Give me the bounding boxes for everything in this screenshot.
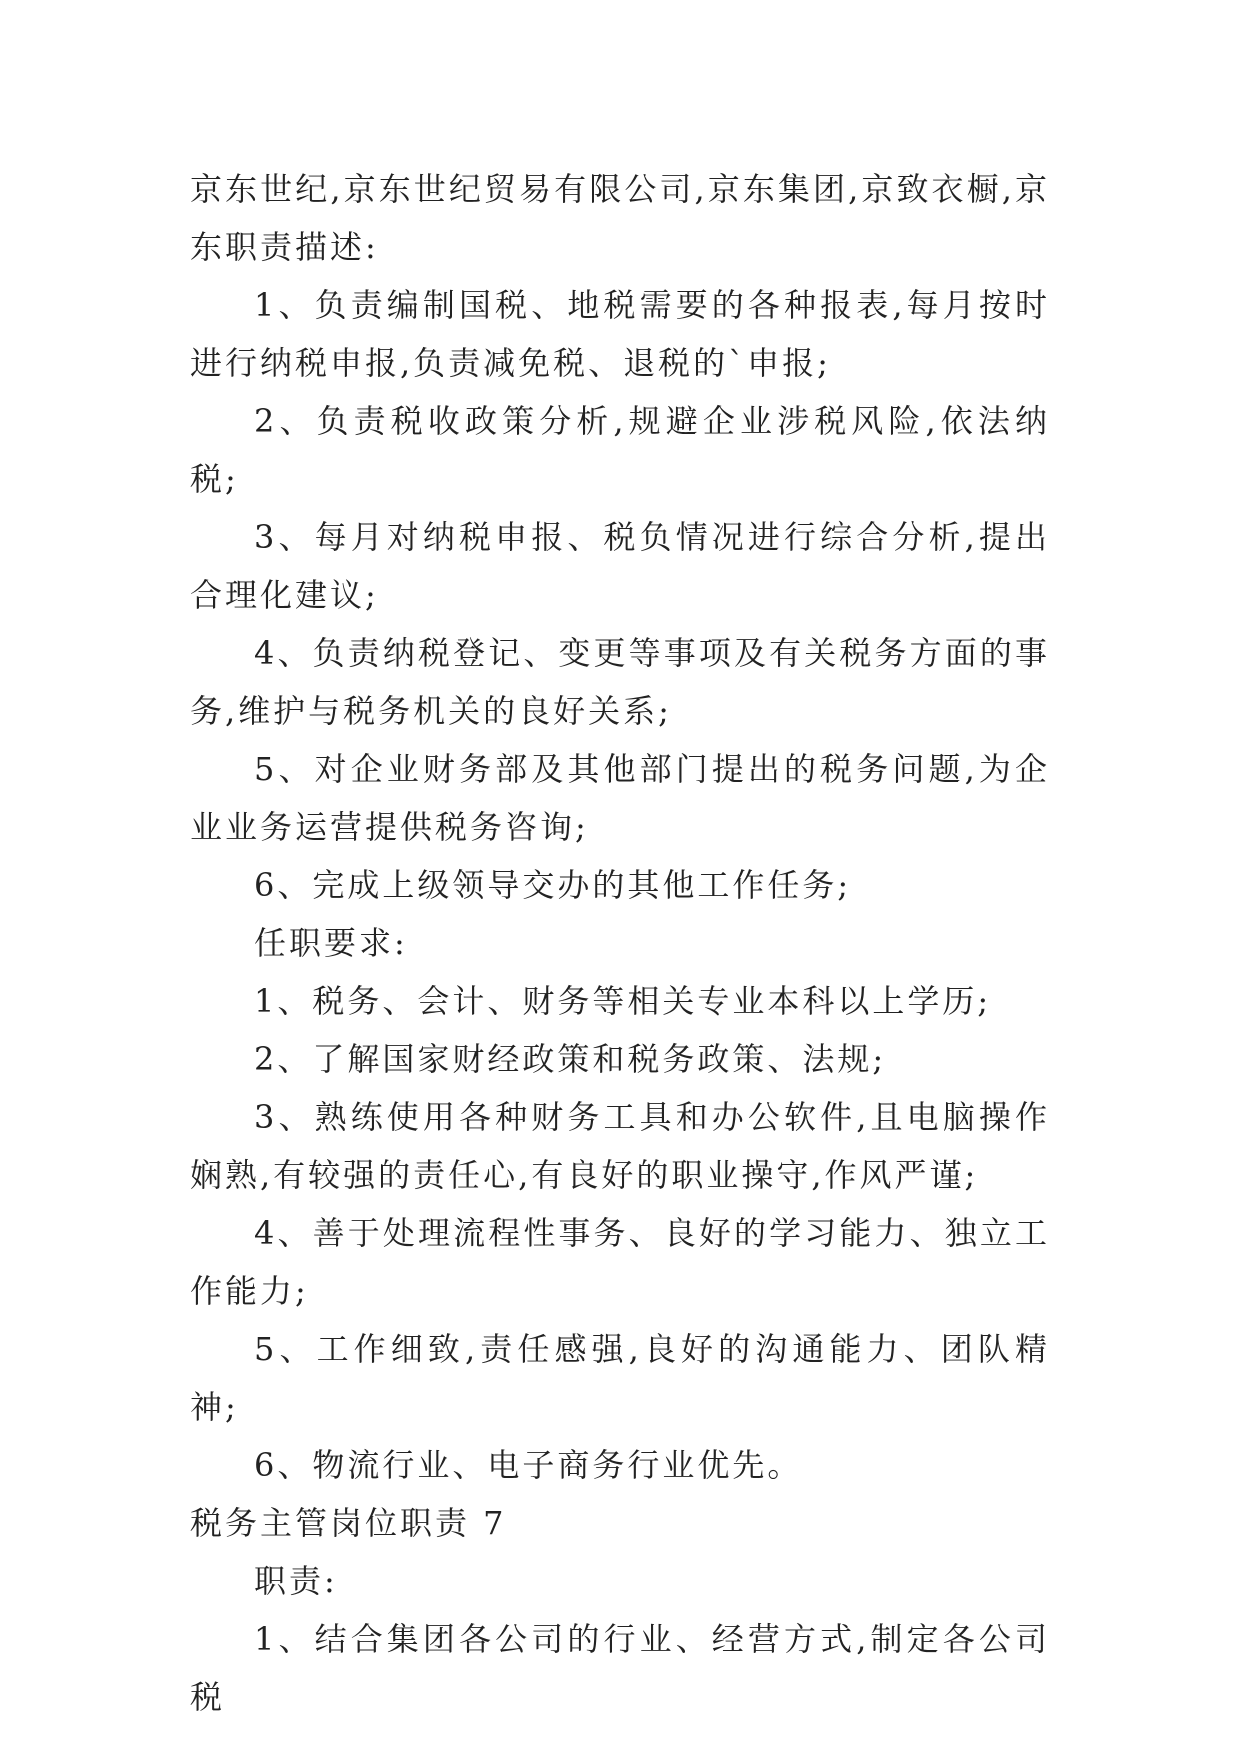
intro-paragraph: 京东世纪,京东世纪贸易有限公司,京东集团,京致衣橱,京东职责描述: — [190, 170, 1050, 266]
requirement-item-6: 6、物流行业、电子商务行业优先。 — [254, 1446, 803, 1484]
duty-item-6: 6、完成上级领导交办的其他工作任务; — [254, 866, 852, 904]
requirement-item-1: 1、税务、会计、财务等相关专业本科以上学历; — [254, 982, 992, 1020]
requirement-item-3: 3、熟练使用各种财务工具和办公软件,且电脑操作娴熟,有较强的责任心,有良好的职业操守,作风严谨; — [190, 1098, 1050, 1194]
requirement-item-2: 2、了解国家财经政策和税务政策、法规; — [254, 1040, 887, 1078]
duties-heading: 职责: — [254, 1562, 338, 1600]
document-body — [190, 160, 1050, 1726]
requirements-heading: 任职要求: — [254, 924, 408, 962]
duty-item-5: 5、对企业财务部及其他部门提出的税务问题,为企业业务运营提供税务咨询; — [190, 750, 1050, 846]
duty-item-2: 2、负责税收政策分析,规避企业涉税风险,依法纳税; — [190, 402, 1050, 498]
requirement-item-4: 4、善于处理流程性事务、良好的学习能力、独立工作能力; — [190, 1214, 1050, 1310]
section7-duty-item-1: 1、结合集团各公司的行业、经营方式,制定各公司税 — [190, 1620, 1050, 1716]
duty-item-3: 3、每月对纳税申报、税负情况进行综合分析,提出合理化建议; — [190, 518, 1050, 614]
duty-item-1: 1、负责编制国税、地税需要的各种报表,每月按时进行纳税申报,负责减免税、退税的`申报; — [190, 286, 1050, 382]
duty-item-4: 4、负责纳税登记、变更等事项及有关税务方面的事务,维护与税务机关的良好关系; — [190, 634, 1050, 730]
section-title: 税务主管岗位职责 7 — [190, 1504, 507, 1542]
requirement-item-5: 5、工作细致,责任感强,良好的沟通能力、团队精神; — [190, 1330, 1050, 1426]
